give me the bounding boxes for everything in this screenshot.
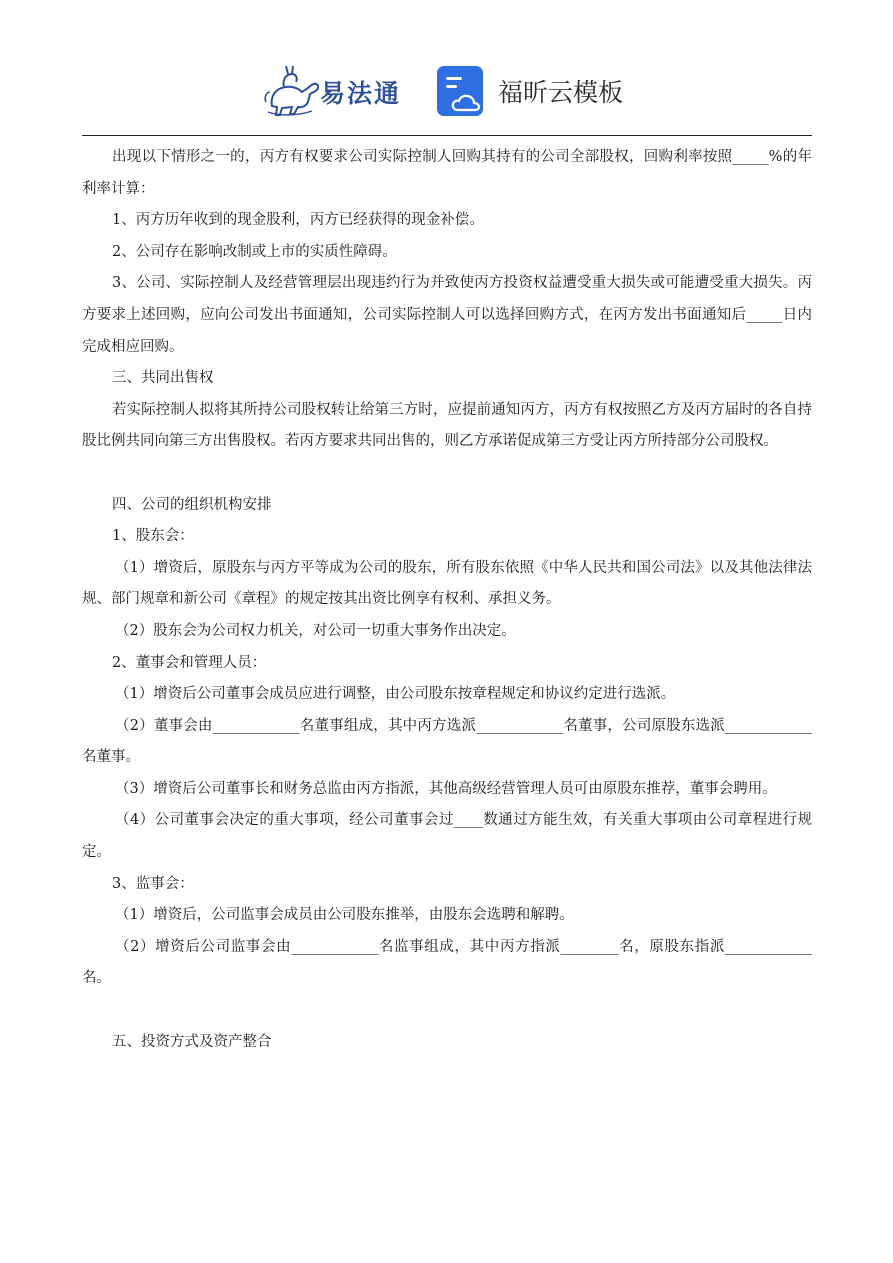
blank-line <box>82 458 812 490</box>
section-heading-investment: 五、投资方式及资产整合 <box>112 1033 272 1050</box>
list-item: （3）增资后公司董事长和财务总监由丙方指派，其他高级经营管理人员可由原股东推荐，董事会聘用。 <box>115 780 777 797</box>
section-heading-organization: 四、公司的组织机构安排 <box>112 496 272 513</box>
buyback-conditions-paragraph: 出现以下情形之一的，丙方有权要求公司实际控制人回购其持有的公司全部股权，回购利率按照_____%的年利率计算： <box>82 149 812 197</box>
list-item: （2）增资后公司监事会由____________名监事组成，其中丙方指派________名，原股东指派____________名。 <box>82 938 812 987</box>
list-item: 2、公司存在影响改制或上市的实质性障碍。 <box>112 243 397 260</box>
list-item: 3、公司、实际控制人及经营管理层出现违约行为并致使丙方投资权益遭受重大损失或可能遭受重大损失。丙方要求上述回购，应向公司发出书面通知，公司实际控制人可以选择回购方式，在丙方发出书面通知后_____日内完成相应回购。 <box>82 275 812 355</box>
list-item: 1、丙方历年收到的现金股利，丙方已经获得的现金补偿。 <box>112 212 484 229</box>
yifatong-brand-text: 易法通 <box>320 79 402 108</box>
cloud-document-icon <box>436 64 488 118</box>
list-item: （1）增资后公司董事会成员应进行调整，由公司股东按章程规定和协议约定进行选派。 <box>115 686 676 703</box>
header-divider <box>82 135 812 136</box>
list-item: （1）增资后，原股东与丙方平等成为公司的股东，所有股东依照《中华人民共和国公司法》以及其他法律法规、部门规章和新公司《章程》的规定按其出资比例享有权利、承担义务。 <box>82 559 812 608</box>
list-item: （2）董事会由____________名董事组成，其中丙方选派____________名董事，公司原股东选派____________名董事。 <box>82 717 812 766</box>
subheading-supervisory-board: 3、监事会： <box>112 875 194 892</box>
page-header <box>0 56 893 126</box>
foxit-brand-text: 福昕云模板 <box>498 78 624 107</box>
subheading-board: 2、董事会和管理人员： <box>112 654 267 671</box>
section-heading-co-sale: 三、共同出售权 <box>112 370 214 387</box>
list-item: （2）股东会为公司权力机关，对公司一切重大事务作出决定。 <box>115 622 516 639</box>
yifatong-logo <box>262 62 412 120</box>
qilin-mascot-icon <box>262 62 322 120</box>
blank-line <box>82 995 812 1027</box>
list-item: （1）增资后，公司监事会成员由公司股东推举，由股东会选聘和解聘。 <box>115 907 574 924</box>
list-item: （4）公司董事会决定的重大事项，经公司董事会过____数通过方能生效，有关重大事项由公司章程进行规定。 <box>82 812 812 861</box>
co-sale-paragraph: 若实际控制人拟将其所持公司股权转让给第三方时，应提前通知丙方，丙方有权按照乙方及丙方届时的各自持股比例共同向第三方出售股权。若丙方要求共同出售的，则乙方承诺促成第三方受让丙方所持部分公司股权。 <box>82 401 812 450</box>
document-body <box>82 142 812 1058</box>
subheading-shareholders-meeting: 1、股东会： <box>112 528 194 545</box>
foxit-cloud-template-logo <box>436 64 636 118</box>
